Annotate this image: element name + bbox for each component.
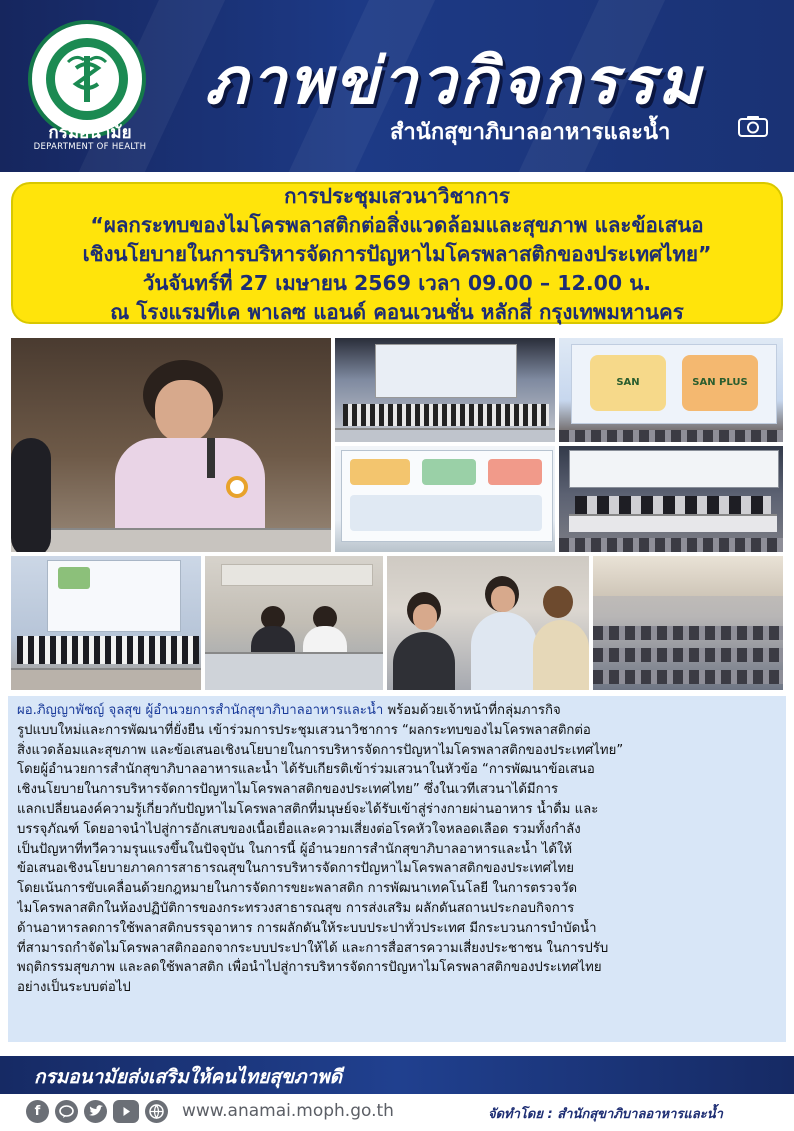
event-type: การประชุมเสวนาวิชาการ (284, 184, 510, 208)
photo-group-stage (333, 336, 557, 444)
footer-slogan: กรมอนามัยส่งเสริมให้คนไทยสุขภาพดี (34, 1066, 343, 1088)
event-topic-line1: “ผลกระทบของไมโครพลาสติกต่อสิ่งแวดล้อมและสุขภาพ และข้อเสนอ (90, 213, 704, 237)
producer-credit: จัดทำโดย : สำนักสุขาภิบาลอาหารและน้ำ (488, 1107, 723, 1122)
header-banner (0, 0, 794, 172)
body-line: สิ่งแวดล้อมและสุขภาพ และข้อเสนอเชิงนโยบายในการบริหารจัดการปัญหาไมโครพลาสติกของประเทศไทย” (17, 742, 624, 758)
footer-slogan-band (0, 1056, 794, 1094)
line-icon[interactable] (55, 1100, 78, 1123)
web-icon[interactable] (145, 1100, 168, 1123)
body-line (17, 701, 777, 721)
body-line: พฤติกรรมสุขภาพ และลดใช้พลาสติก เพื่อนำไปสู่การบริหารจัดการปัญหาไมโครพลาสติกของประเทศไทย (17, 960, 602, 976)
page-title: ภาพข่าวกิจกรรม (205, 45, 703, 119)
body-line: ที่สามารถกำจัดไมโครพลาสติกออกจากระบบประปาให้ได้ และการสื่อสารความเสี่ยงประชาชน ในการปรับ (17, 940, 609, 956)
body-line: รูปแบบใหม่และการพัฒนาที่ยั่งยืน เข้าร่วมการประชุมเสวนาวิชาการ “ผลกระทบของไมโครพลาสติกต่อ (17, 722, 591, 738)
photo-audience-hall (591, 554, 785, 692)
san-plus-label: SAN PLUS (682, 355, 758, 411)
twitter-icon[interactable] (84, 1100, 107, 1123)
photo-speaker (9, 336, 333, 554)
body-line1-rest: พร้อมด้วยเจ้าหน้าที่กลุ่มภารกิจ (383, 703, 561, 718)
event-topic-line2: เชิงนโยบายในการบริหารจัดการปัญหาไมโครพลาสติกของประเทศไทย” (82, 242, 712, 266)
body-line: เชิงนโยบายในการบริหารจัดการปัญหาไมโครพลาสติกของประเทศไทย” ซึ่งในเวทีเสวนาได้มีการ (17, 782, 559, 798)
photo-participants (385, 554, 591, 692)
photo-presentation-slide (333, 444, 557, 554)
news-body (8, 696, 786, 1042)
photo-group-with-banner (9, 554, 203, 692)
body-line: โดยผู้อำนวยการสำนักสุขาภิบาลอาหารและน้ำ ได้รับเกียรติเข้าร่วมเสวนาในหัวข้อ “การพัฒนาข้อเสนอ (17, 762, 595, 778)
facebook-icon[interactable]: f (26, 1100, 49, 1123)
event-date: วันจันทร์ที่ 27 เมษายน 2569 เวลา 09.00 – 12.00 น. (142, 271, 652, 295)
youtube-icon[interactable] (113, 1100, 139, 1123)
body-line: ด้านอาหารลดการใช้พลาสติกบรรจุอาหาร การผลักดันให้ระบบประปาทั่วประเทศ มีกระบวนการบำบัดน้ำ (17, 920, 597, 936)
body-line: แลกเปลี่ยนองค์ความรู้เกี่ยวกับปัญหาไมโครพลาสติกที่มนุษย์จะได้รับเข้าสู่ร่างกายผ่านอาหาร น้ำดื่ม และ (17, 801, 599, 817)
event-title-box (8, 179, 786, 327)
body-line: บรรจุภัณฑ์ โดยอาจนำไปสู่การอักเสบของเนื้อเยื่อและความเสี่ยงต่อโรคหัวใจหลอดเลือด รวมทั้งกำลัง (17, 821, 581, 837)
photo-panel-discussion (557, 444, 785, 554)
photo-slide-san (557, 336, 785, 444)
department-name-th: กรมอนามัย (48, 123, 132, 143)
body-line: โดยเน้นการขับเคลื่อนด้วยกฎหมายในการจัดการขยะพลาสติก การพัฒนาเทคโนโลยี ในการตรวจวัด (17, 881, 578, 897)
body-line: ไมโครพลาสติกในห้องปฏิบัติการของกระทรวงสาธารณสุข การส่งเสริม ผลักดันสถานประกอบกิจการ (17, 900, 575, 916)
body-line: อย่างเป็นระบบต่อไป (17, 980, 131, 996)
body-line: ข้อเสนอเชิงนโยบายภาคการสาธารณสุขในการบริหารจัดการปัญหาไมโครพลาสติกของประเทศไทย (17, 861, 574, 877)
camera-icon (738, 115, 768, 137)
event-venue: ณ โรงแรมทีเค พาเลซ แอนด์ คอนเวนชั่น หลักสี่ กรุงเทพมหานคร (110, 300, 684, 324)
body-lead: ผอ.ภิญญาพัชญ์ จุลสุข ผู้อำนวยการสำนักสุขาภิบาลอาหารและน้ำ (17, 703, 384, 718)
san-label: SAN (590, 355, 666, 411)
bureau-name: สำนักสุขาภิบาลอาหารและน้ำ (390, 120, 671, 145)
photo-meeting-table (203, 554, 385, 692)
body-line: เป็นปัญหาที่ทวีความรุนแรงขึ้นในปัจจุบัน ในการนี้ ผู้อำนวยการสำนักสุขาภิบาลอาหารและน้ำ ได้ให้ (17, 841, 573, 857)
department-name-en: DEPARTMENT OF HEALTH (33, 142, 147, 152)
website-link[interactable]: www.anamai.moph.go.th (182, 1101, 394, 1121)
